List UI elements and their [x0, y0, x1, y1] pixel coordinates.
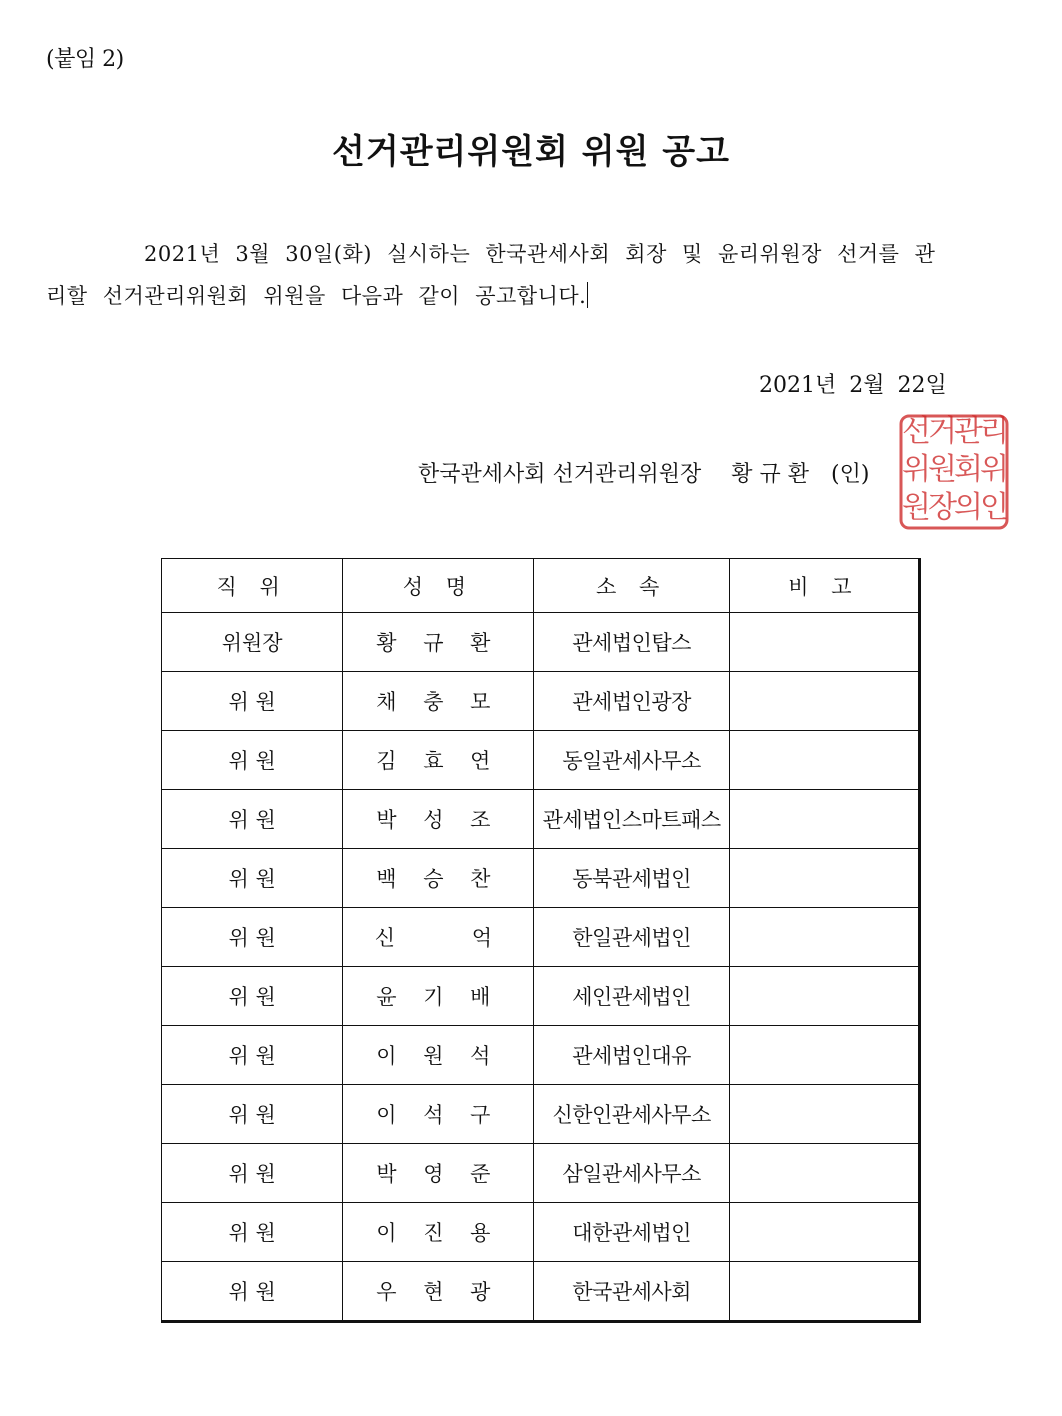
position-cell: 위 원 [162, 1262, 343, 1322]
note-cell [729, 1026, 919, 1085]
body-text-1: 2021년 3월 30일(화) 실시하는 한국관세사회 회장 및 윤리위원장 선거를 관 [144, 242, 936, 266]
signer-line [418, 457, 869, 488]
position-cell: 위 원 [162, 908, 343, 967]
table-row [162, 1203, 920, 1262]
note-cell [729, 1085, 919, 1144]
name-cell: 신 억 [343, 908, 534, 967]
table-row [162, 790, 920, 849]
position-cell: 위 원 [162, 849, 343, 908]
name-cell: 박 성 조 [343, 790, 534, 849]
table-header-row [162, 559, 920, 613]
note-cell [729, 613, 919, 672]
table-row [162, 967, 920, 1026]
body-text-2: 리할 선거관리위원회 위원을 다음과 같이 공고합니다. [46, 284, 587, 308]
table-row [162, 908, 920, 967]
seal-mark: (인) [831, 462, 870, 487]
attachment-label: (붙임 2) [46, 47, 124, 72]
note-cell [729, 1262, 919, 1322]
text-cursor [587, 282, 588, 308]
affiliation-cell: 대한관세법인 [534, 1203, 729, 1262]
name-cell: 이 석 구 [343, 1085, 534, 1144]
note-cell [729, 672, 919, 731]
note-cell [729, 908, 919, 967]
table-row [162, 1026, 920, 1085]
table-row [162, 1085, 920, 1144]
name-cell: 박 영 준 [343, 1144, 534, 1203]
announcement-date: 2021년 2월 22일 [759, 373, 947, 398]
note-cell [729, 731, 919, 790]
note-cell [729, 790, 919, 849]
affiliation-cell: 삼일관세사무소 [534, 1144, 729, 1203]
position-cell: 위 원 [162, 731, 343, 790]
affiliation-cell: 세인관세법인 [534, 967, 729, 1026]
name-cell: 백 승 찬 [343, 849, 534, 908]
header-name: 성 명 [343, 559, 534, 613]
position-cell: 위 원 [162, 1203, 343, 1262]
position-cell: 위 원 [162, 967, 343, 1026]
position-cell: 위 원 [162, 790, 343, 849]
name-cell: 이 진 용 [343, 1203, 534, 1262]
position-cell: 위 원 [162, 672, 343, 731]
affiliation-cell: 관세법인스마트패스 [534, 790, 729, 849]
position-cell: 위원장 [162, 613, 343, 672]
position-cell: 위 원 [162, 1026, 343, 1085]
affiliation-cell: 한국관세사회 [534, 1262, 729, 1322]
seal-lettering: 선거관리위원회위원장의인 [902, 414, 1006, 525]
table-row [162, 1144, 920, 1203]
table-row [162, 1262, 920, 1322]
affiliation-cell: 신한인관세사무소 [534, 1085, 729, 1144]
name-cell: 황 규 환 [343, 613, 534, 672]
affiliation-cell: 관세법인대유 [534, 1026, 729, 1085]
table-row [162, 613, 920, 672]
affiliation-cell: 동북관세법인 [534, 849, 729, 908]
note-cell [729, 967, 919, 1026]
signer-name: 황 규 환 [731, 462, 810, 487]
page-title: 선거관리위원회 위원 공고 [332, 132, 730, 172]
name-cell: 우 현 광 [343, 1262, 534, 1322]
table-row [162, 731, 920, 790]
header-position: 직 위 [162, 559, 343, 613]
note-cell [729, 1203, 919, 1262]
affiliation-cell: 관세법인탑스 [534, 613, 729, 672]
name-cell: 채 충 모 [343, 672, 534, 731]
affiliation-cell: 관세법인광장 [534, 672, 729, 731]
note-cell [729, 849, 919, 908]
name-cell: 이 원 석 [343, 1026, 534, 1085]
committee-members-table [161, 558, 921, 1323]
body-line-1 [144, 238, 935, 268]
position-cell: 위 원 [162, 1144, 343, 1203]
table-row [162, 849, 920, 908]
name-cell: 김 효 연 [343, 731, 534, 790]
body-line-2 [46, 280, 588, 310]
table-row [162, 672, 920, 731]
position-cell: 위 원 [162, 1085, 343, 1144]
header-note: 비 고 [729, 559, 919, 613]
official-seal-stamp [898, 413, 1010, 531]
affiliation-cell: 동일관세사무소 [534, 731, 729, 790]
signer-title: 한국관세사회 선거관리위원장 [418, 462, 702, 487]
name-cell: 윤 기 배 [343, 967, 534, 1026]
affiliation-cell: 한일관세법인 [534, 908, 729, 967]
note-cell [729, 1144, 919, 1203]
header-affiliation: 소 속 [534, 559, 729, 613]
